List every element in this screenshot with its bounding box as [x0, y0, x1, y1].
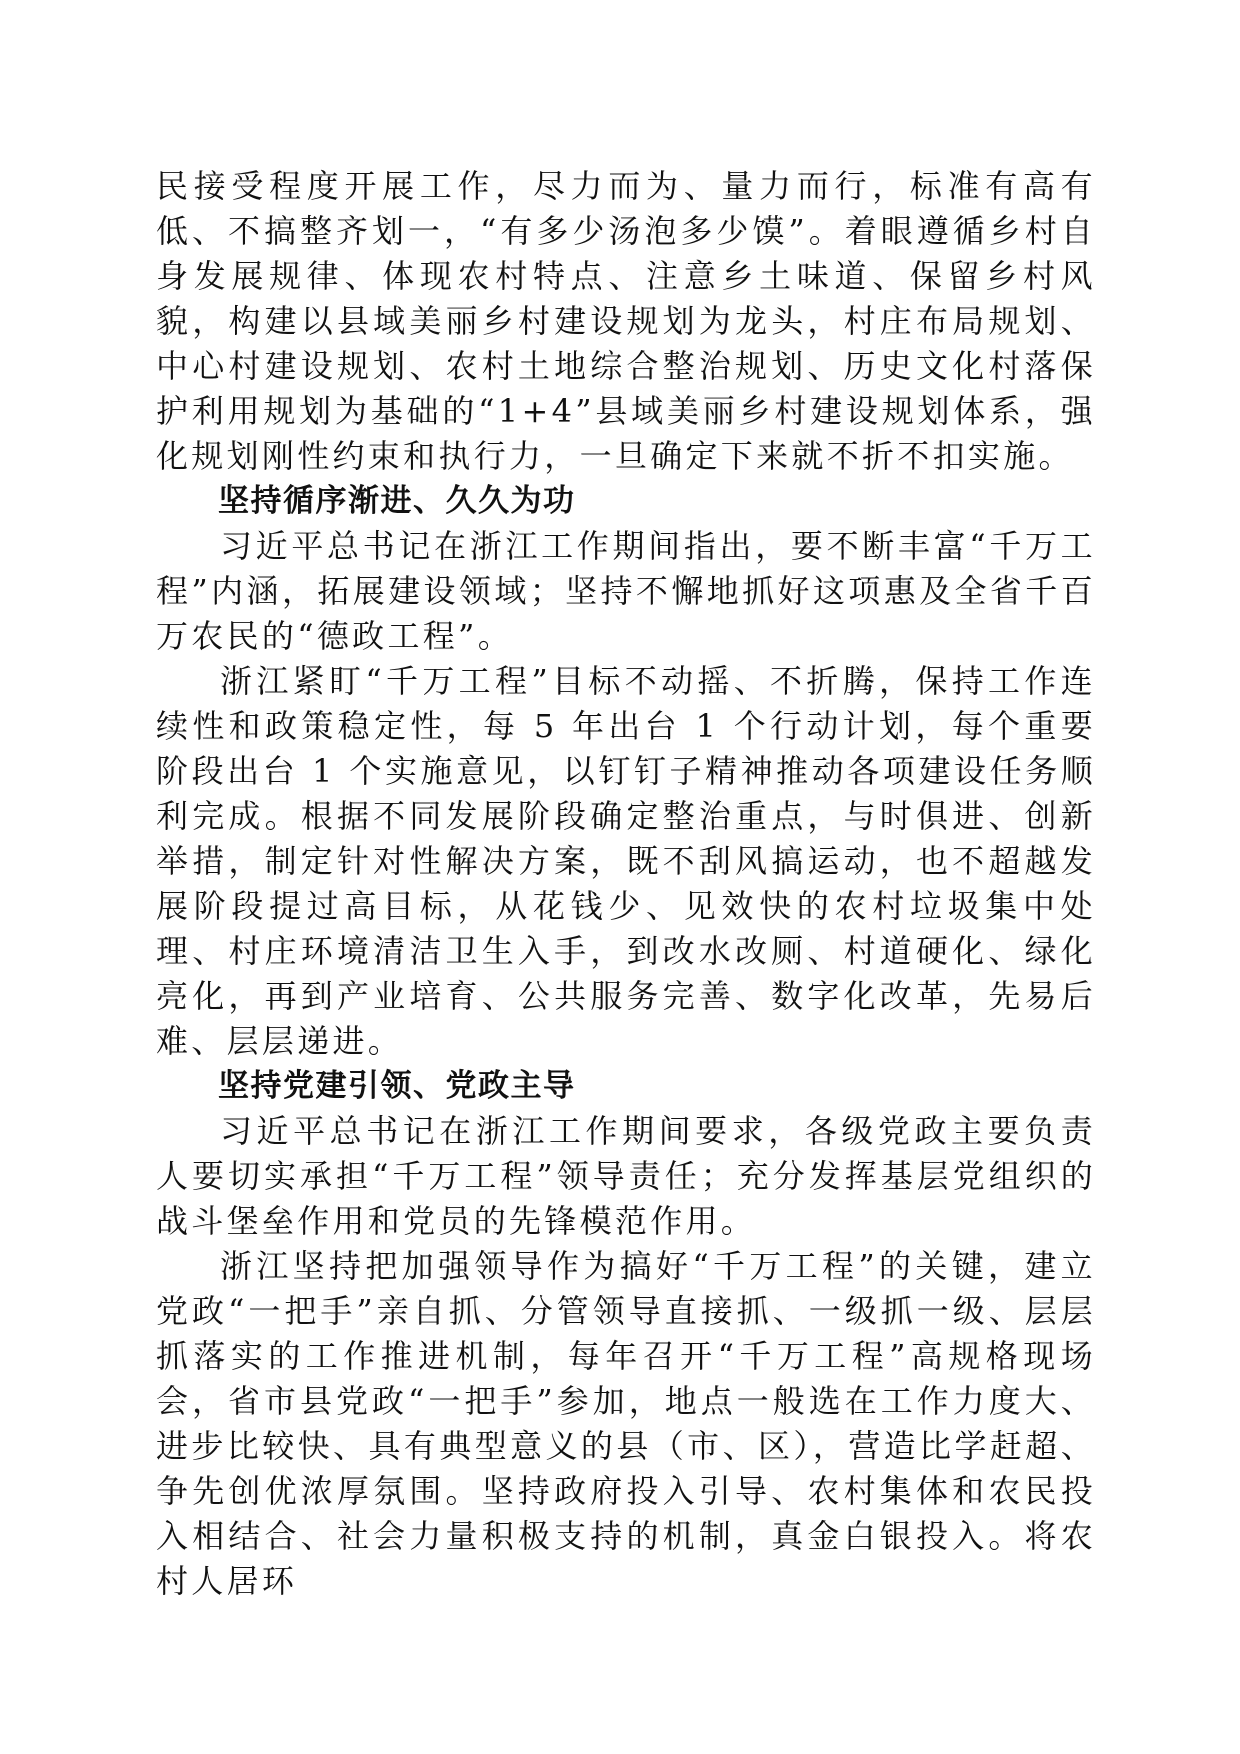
paragraph-quote-party: 习近平总书记在浙江工作期间要求，各级党政主要负责人要切实承担“千万工程”领导责任；充分发挥基层党组织的战斗堡垒作用和党员的先锋模范作用。	[156, 1112, 1096, 1240]
paragraph-zhejiang-gradual: 浙江紧盯“千万工程”目标不动摇、不折腾，保持工作连续性和政策稳定性，每 5 年出台 1 个行动计划，每个重要阶段出台 1 个实施意见，以钉钉子精神推动各项建设任务顺利完成。根据不同发展阶段确定整治重点，与时俱进、创新举措，制定针对性解决方案，既不刮风搞运动，也不超越发展阶段提过高目标，从花钱少、见效快的农村垃圾集中处理、村庄环境清洁卫生入手，到改水改厕、村道硬化、绿化亮化，再到产业培育、公共服务完善、数字化改革，先易后难、层层递进。	[156, 662, 1096, 1060]
paragraph-zhejiang-party: 浙江坚持把加强领导作为搞好“千万工程”的关键，建立党政“一把手”亲自抓、分管领导直接抓、一级抓一级、层层抓落实的工作推进机制，每年召开“千万工程”高规格现场会，省市县党政“一把手”参加，地点一般选在工作力度大、进步比较快、具有典型意义的县（市、区），营造比学赶超、争先创优浓厚氛围。坚持政府投入引导、农村集体和农民投入相结合、社会力量积极支持的机制，真金白银投入。将农村人居环	[156, 1247, 1096, 1600]
paragraph-quote-gradual: 习近平总书记在浙江工作期间指出，要不断丰富“千万工程”内涵，拓展建设领域；坚持不懈地抓好这项惠及全省千百万农民的“德政工程”。	[156, 527, 1096, 655]
section-heading-party-leadership: 坚持党建引领、党政主导	[218, 1068, 576, 1104]
paragraph-continued: 民接受程度开展工作，尽力而为、量力而行，标准有高有低、不搞整齐划一，“有多少汤泡多少馍”。着眼遵循乡村自身发展规律、体现农村特点、注意乡土味道、保留乡村风貌，构建以县域美丽乡村建设规划为龙头，村庄布局规划、中心村建设规划、农村土地综合整治规划、历史文化村落保护利用规划为基础的“1+4”县域美丽乡村建设规划体系，强化规划刚性约束和执行力，一旦确定下来就不折不扣实施。	[156, 167, 1096, 475]
section-heading-gradual-progress: 坚持循序渐进、久久为功	[218, 483, 576, 519]
article-body	[156, 164, 1096, 1604]
